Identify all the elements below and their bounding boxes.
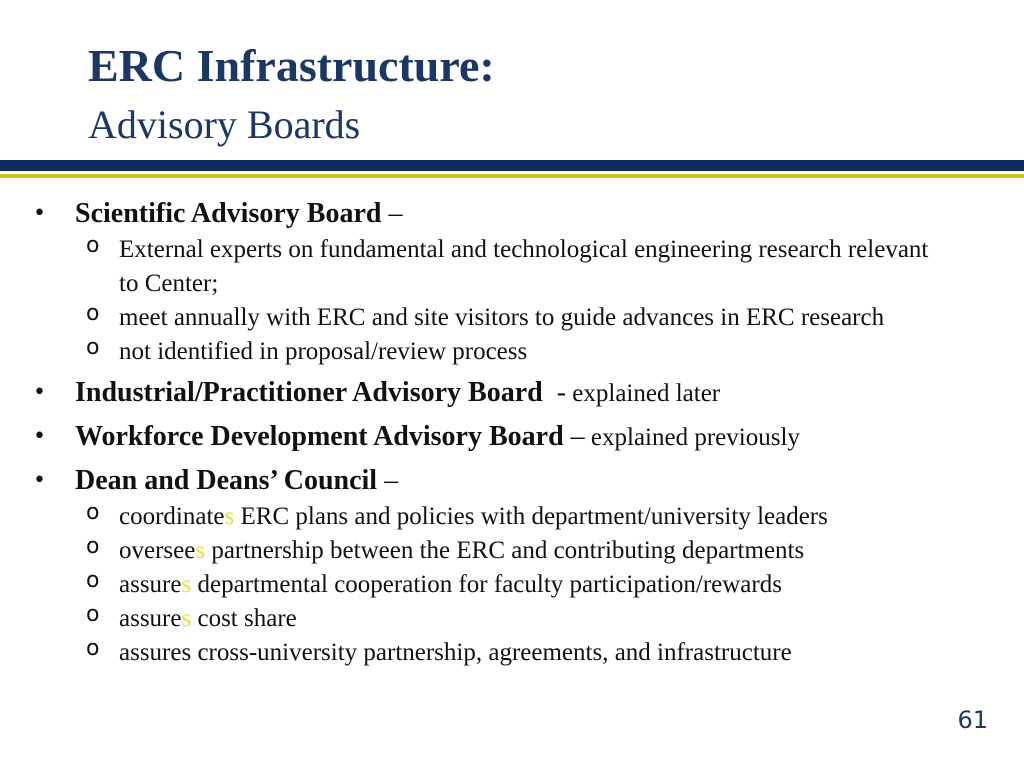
sub-bullet-icon: o	[86, 534, 100, 559]
bullet-tail: explained later	[566, 380, 721, 407]
sub-bullet-text: not identified in proposal/review process	[119, 338, 528, 365]
sub-bullet-icon: o	[86, 500, 100, 525]
sub-bullet-item	[0, 301, 949, 335]
sub-bullet-text-rest: departmental cooperation for faculty participation/rewards	[191, 571, 782, 598]
bullet-separator: –	[563, 421, 585, 452]
sub-bullet-text: assure	[119, 605, 182, 632]
bullet-item-workforce-development-advisory-board	[0, 418, 1024, 457]
sub-bullet-icon: o	[86, 335, 100, 360]
bullet-heading: Dean and Deans’ Council	[75, 465, 378, 496]
sub-bullet-icon: o	[86, 233, 100, 258]
bullet-icon: •	[33, 380, 46, 405]
bullet-separator: -	[542, 377, 567, 408]
highlighted-suffix: s	[195, 537, 206, 564]
bullet-icon: •	[33, 468, 46, 493]
sub-bullet-icon: o	[86, 636, 100, 661]
highlighted-suffix: s	[224, 503, 235, 530]
highlighted-suffix: s	[181, 571, 192, 598]
sub-bullet-item	[0, 233, 949, 301]
sub-bullet-item	[0, 636, 949, 670]
sub-bullet-text: External experts on fundamental and technological engineering research relevant to Center;	[119, 236, 929, 297]
slide-title: ERC Infrastructure:	[88, 40, 495, 91]
highlighted-suffix: s	[181, 605, 192, 632]
bullet-item-industrial-practitioner-advisory-board	[0, 374, 1024, 413]
sub-bullet-text-rest: partnership between the ERC and contributing departments	[205, 537, 805, 564]
sub-bullet-text: oversee	[119, 537, 196, 564]
sub-bullet-text-rest: ERC plans and policies with department/university leaders	[234, 503, 828, 530]
sub-bullet-item	[0, 568, 949, 602]
sub-bullet-icon: o	[86, 301, 100, 326]
sub-bullet-text: assure	[119, 571, 182, 598]
bullet-item-dean-and-deans-council	[0, 462, 1024, 500]
sub-bullet-item	[0, 335, 949, 369]
bullet-item-scientific-advisory-board	[0, 195, 1024, 233]
bullet-icon: •	[33, 201, 46, 226]
bullet-separator: –	[381, 198, 403, 229]
sub-bullet-icon: o	[86, 568, 100, 593]
sub-bullet-item	[0, 534, 949, 568]
page-number: 61	[957, 706, 988, 734]
bullet-heading: Industrial/Practitioner Advisory Board	[75, 377, 543, 408]
header-rule-navy	[0, 160, 1024, 171]
sub-bullet-text-rest: cost share	[191, 605, 297, 632]
sub-bullet-item	[0, 602, 949, 636]
bullet-tail: explained previously	[584, 424, 800, 451]
bullet-heading: Workforce Development Advisory Board	[75, 421, 564, 452]
sub-bullet-item	[0, 500, 949, 534]
bullet-separator: –	[377, 465, 399, 496]
header-rule-gold	[0, 174, 1024, 178]
sub-bullet-icon: o	[86, 602, 100, 627]
bullet-icon: •	[33, 424, 46, 449]
slide-subtitle: Advisory Boards	[88, 102, 361, 147]
bullet-heading: Scientific Advisory Board	[75, 198, 382, 229]
bullet-list	[0, 195, 1024, 670]
sub-bullet-text: meet annually with ERC and site visitors to guide advances in ERC research	[119, 304, 885, 331]
sub-bullet-text: coordinate	[119, 503, 225, 530]
sub-bullet-text: assures cross-university partnership, agreements, and infrastructure	[119, 639, 792, 666]
